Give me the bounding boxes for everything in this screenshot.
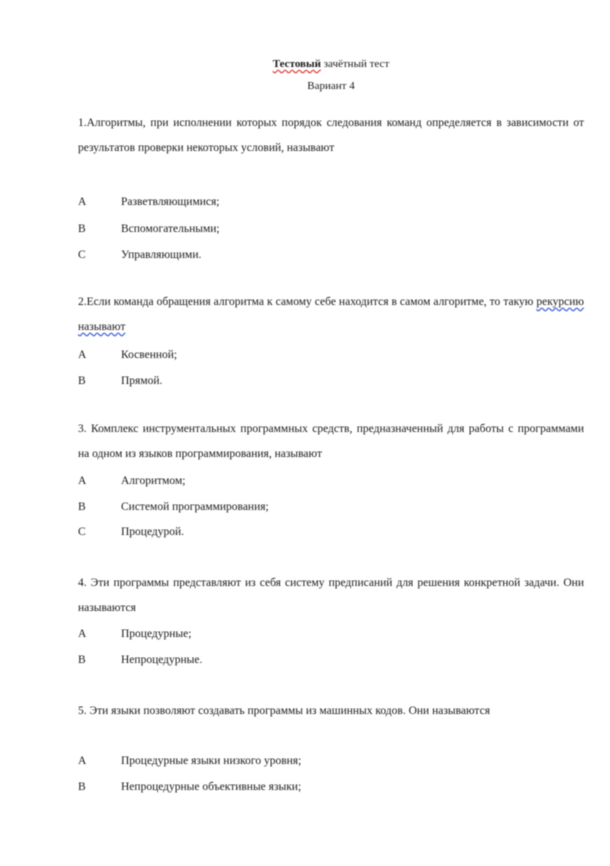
option-letter: A	[78, 475, 87, 487]
option-letter: A	[78, 349, 87, 361]
option-text: Прямой.	[121, 375, 163, 387]
option-text: Непроцедурные.	[121, 654, 203, 666]
question-2-text-underlined: рекурсию называют	[78, 296, 584, 333]
option-text: Системой программирования;	[121, 501, 269, 513]
question-2-text-main: 2.Если команда обращения алгоритма к самому себе находится в самом алгоритме, то такую	[78, 296, 537, 308]
test-title-rest: зачётный тест	[320, 58, 390, 70]
test-title-type: Тестовый	[272, 58, 321, 70]
option-letter: C	[78, 526, 86, 538]
question-2-text	[78, 290, 584, 340]
option-text: Косвенной;	[121, 349, 178, 361]
option-letter: B	[78, 781, 86, 793]
option-text: Управляющими.	[121, 249, 202, 261]
option-letter: A	[78, 628, 87, 640]
question-3-text: 3. Комплекс инструментальных программных средств, предназначенный для работы с программами на одном из языков программирования, называют	[78, 423, 584, 460]
option-text: Разветвляющимися;	[121, 196, 220, 208]
option-text: Процедурой.	[121, 526, 185, 538]
option-text: Процедурные;	[121, 628, 192, 640]
variant-label: Вариант 4	[307, 80, 355, 92]
option-text: Вспомогательными;	[121, 223, 220, 235]
question-5-text: 5. Эти языки позволяют создавать программы из машинных кодов. Они называются	[78, 705, 490, 717]
test-title	[26, 58, 610, 70]
option-letter: C	[78, 249, 86, 261]
option-text: Алгоритмом;	[121, 475, 186, 487]
option-letter: B	[78, 223, 86, 235]
option-letter: B	[78, 375, 86, 387]
option-letter: B	[78, 501, 86, 513]
question-1-text: 1.Алгоритмы, при исполнении которых порядок следования команд определяется в зависимости от результатов проверки некоторых условий, называют	[78, 117, 584, 154]
option-letter: A	[78, 755, 87, 767]
option-letter: B	[78, 654, 86, 666]
option-text: Непроцедурные объективные языки;	[121, 781, 302, 793]
question-4-text: 4. Эти программы представляют из себя систему предписаний для решения конкретной задачи. Они называются	[78, 577, 584, 614]
option-text: Процедурные языки низкого уровня;	[121, 755, 302, 767]
option-letter: A	[78, 196, 87, 208]
